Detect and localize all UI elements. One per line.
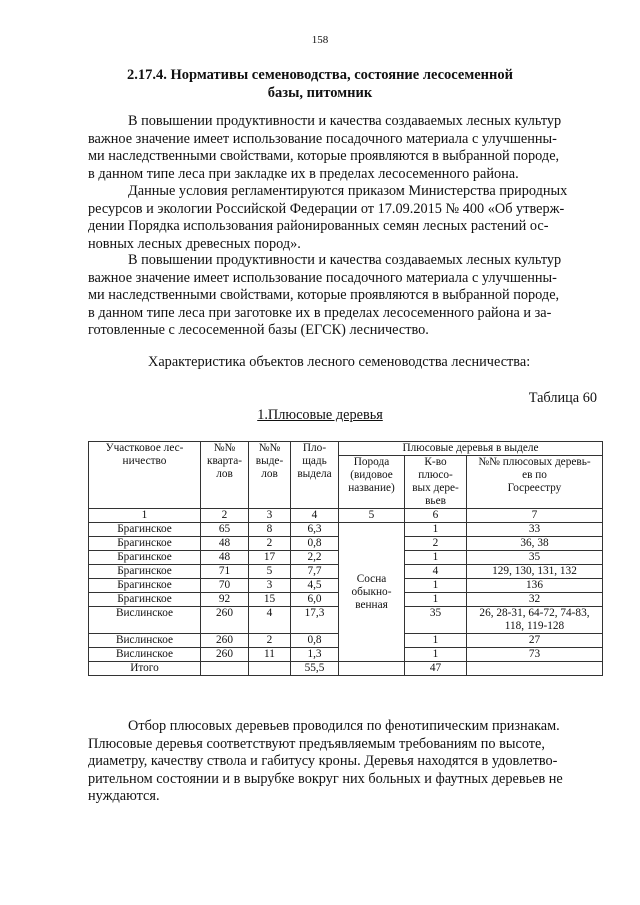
cell-forestry: Брагинское: [89, 537, 201, 551]
column-number: 4: [291, 509, 339, 523]
paragraph-line: нуждаются.: [88, 788, 160, 805]
cell-count: 1: [405, 579, 467, 593]
cell-area: 6,3: [291, 523, 339, 537]
cell-allotment: 2: [249, 634, 291, 648]
table-row: [89, 523, 603, 537]
cell-count: 1: [405, 551, 467, 565]
section-heading: [90, 66, 550, 102]
column-number: 2: [201, 509, 249, 523]
cell-area: 2,2: [291, 551, 339, 565]
cell-area: 6,0: [291, 593, 339, 607]
column-number: 1: [89, 509, 201, 523]
cell-area: 1,3: [291, 648, 339, 662]
header-area: Пло- щадь выдела: [291, 442, 339, 509]
header-forestry: Участковое лес- ничество: [89, 442, 201, 509]
cell-count: 1: [405, 593, 467, 607]
cell-allotment: 8: [249, 523, 291, 537]
plus-trees-table: [88, 441, 603, 676]
cell-empty: [467, 662, 603, 676]
paragraph-line: Данные условия регламентируются приказом Министерства природных: [128, 183, 568, 199]
cell-area: 0,8: [291, 634, 339, 648]
page-number: 158: [311, 34, 329, 46]
cell-registry: 129, 130, 131, 132: [467, 565, 603, 579]
total-area: 55,5: [291, 662, 339, 676]
paragraph-line: важное значение имеет использование посадочного материала с улучшенны-: [88, 269, 557, 286]
cell-quarter: 260: [201, 648, 249, 662]
paragraph-line: В повышении продуктивности и качества создаваемых лесных культур: [128, 113, 562, 129]
cell-forestry: Брагинское: [89, 579, 201, 593]
cell-empty: [201, 662, 249, 676]
cell-allotment: 11: [249, 648, 291, 662]
cell-allotment: 17: [249, 551, 291, 565]
cell-quarter: 65: [201, 523, 249, 537]
paragraph-line: ресурсов и экологии Российской Федерации от 17.09.2015 № 400 «Об утверж-: [88, 200, 565, 217]
cell-empty: [339, 662, 405, 676]
cell-area: 7,7: [291, 565, 339, 579]
paragraph-line: новных лесных древесных пород».: [88, 235, 301, 252]
header-quarter: №№ кварта- лов: [201, 442, 249, 509]
paragraph-line: дении Порядка использования районированных семян лесных растений ос-: [88, 218, 549, 235]
cell-forestry: Брагинское: [89, 523, 201, 537]
cell-registry: 32: [467, 593, 603, 607]
cell-species: Сосна обыкно- венная: [339, 523, 405, 662]
paragraph-line: ми наследственными свойствами, которые проявляются в выбранной породе,: [88, 148, 560, 165]
cell-registry: 35: [467, 551, 603, 565]
column-number: 6: [405, 509, 467, 523]
cell-area: 4,5: [291, 579, 339, 593]
cell-registry: 36, 38: [467, 537, 603, 551]
cell-registry: 26, 28-31, 64-72, 74-83, 118, 119-128: [467, 607, 603, 634]
paragraph-line: В повышении продуктивности и качества создаваемых лесных культур: [128, 252, 562, 268]
cell-forestry: Вислинское: [89, 634, 201, 648]
cell-quarter: 260: [201, 607, 249, 634]
cell-forestry: Вислинское: [89, 648, 201, 662]
paragraph-4: [88, 718, 598, 806]
cell-count: 4: [405, 565, 467, 579]
cell-registry: 33: [467, 523, 603, 537]
header-plus-trees-group: Плюсовые деревья в выделе: [339, 442, 603, 456]
cell-forestry: Брагинское: [89, 593, 201, 607]
cell-forestry: Брагинское: [89, 565, 201, 579]
cell-count: 35: [405, 607, 467, 634]
cell-forestry: Вислинское: [89, 607, 201, 634]
cell-registry: 136: [467, 579, 603, 593]
paragraph-line: Плюсовые деревья соответствуют предъявляемым требованиям по высоте,: [88, 735, 545, 752]
total-label: Итого: [89, 662, 201, 676]
cell-quarter: 48: [201, 537, 249, 551]
cell-allotment: 2: [249, 537, 291, 551]
table-title: 1.Плюсовые деревья: [257, 407, 383, 423]
paragraph-line: ми наследственными свойствами, которые проявляются в выбранной породе,: [88, 287, 560, 304]
paragraph-3: [88, 252, 598, 340]
paragraph-2: [88, 183, 598, 253]
header-count: К-во плюсо- вых дере- вьев: [405, 456, 467, 509]
cell-area: 17,3: [291, 607, 339, 634]
paragraph-line: рительном состоянии и в вырубке вокруг них больных и фаутных деревьев не: [88, 770, 563, 787]
paragraph-line: в данном типе леса при закладке их в пределах лесосеменного района.: [88, 165, 519, 182]
column-numbers-row: [89, 509, 603, 523]
total-count: 47: [405, 662, 467, 676]
cell-quarter: 92: [201, 593, 249, 607]
cell-count: 2: [405, 537, 467, 551]
table-caption: Характеристика объектов лесного семеноводства лесничества:: [148, 354, 531, 370]
column-number: 5: [339, 509, 405, 523]
paragraph-line: важное значение имеет использование посадочного материала с улучшенны-: [88, 130, 557, 147]
cell-allotment: 15: [249, 593, 291, 607]
cell-registry: 73: [467, 648, 603, 662]
paragraph-line: Отбор плюсовых деревьев проводился по фенотипическим признакам.: [128, 718, 560, 734]
paragraph-1: [88, 113, 598, 183]
cell-forestry: Брагинское: [89, 551, 201, 565]
cell-area: 0,8: [291, 537, 339, 551]
table-number: Таблица 60: [528, 390, 597, 406]
cell-count: 1: [405, 523, 467, 537]
cell-count: 1: [405, 634, 467, 648]
heading-line-1: 2.17.4. Нормативы семеноводства, состояние лесосеменной: [127, 67, 513, 83]
paragraph-line: в данном типе леса при заготовке их в пределах лесосеменного района и за-: [88, 304, 552, 321]
paragraph-line: диаметру, качеству ствола и габитусу кроны. Деревья находятся в удовлетво-: [88, 753, 558, 770]
header-species: Порода (видовое название): [339, 456, 405, 509]
cell-quarter: 260: [201, 634, 249, 648]
cell-quarter: 70: [201, 579, 249, 593]
cell-allotment: 3: [249, 579, 291, 593]
cell-allotment: 5: [249, 565, 291, 579]
cell-quarter: 48: [201, 551, 249, 565]
header-allotment: №№ выде- лов: [249, 442, 291, 509]
column-number: 3: [249, 509, 291, 523]
cell-allotment: 4: [249, 607, 291, 634]
column-number: 7: [467, 509, 603, 523]
paragraph-line: готовленные с лесосеменной базы (ЕГСК) лесничество.: [88, 322, 429, 339]
total-row: [89, 662, 603, 676]
heading-line-2: базы, питомник: [267, 85, 373, 101]
header-registry: №№ плюсовых деревь- ев по Госреестру: [467, 456, 603, 509]
header-row: [89, 442, 603, 456]
cell-registry: 27: [467, 634, 603, 648]
cell-count: 1: [405, 648, 467, 662]
cell-quarter: 71: [201, 565, 249, 579]
cell-empty: [249, 662, 291, 676]
